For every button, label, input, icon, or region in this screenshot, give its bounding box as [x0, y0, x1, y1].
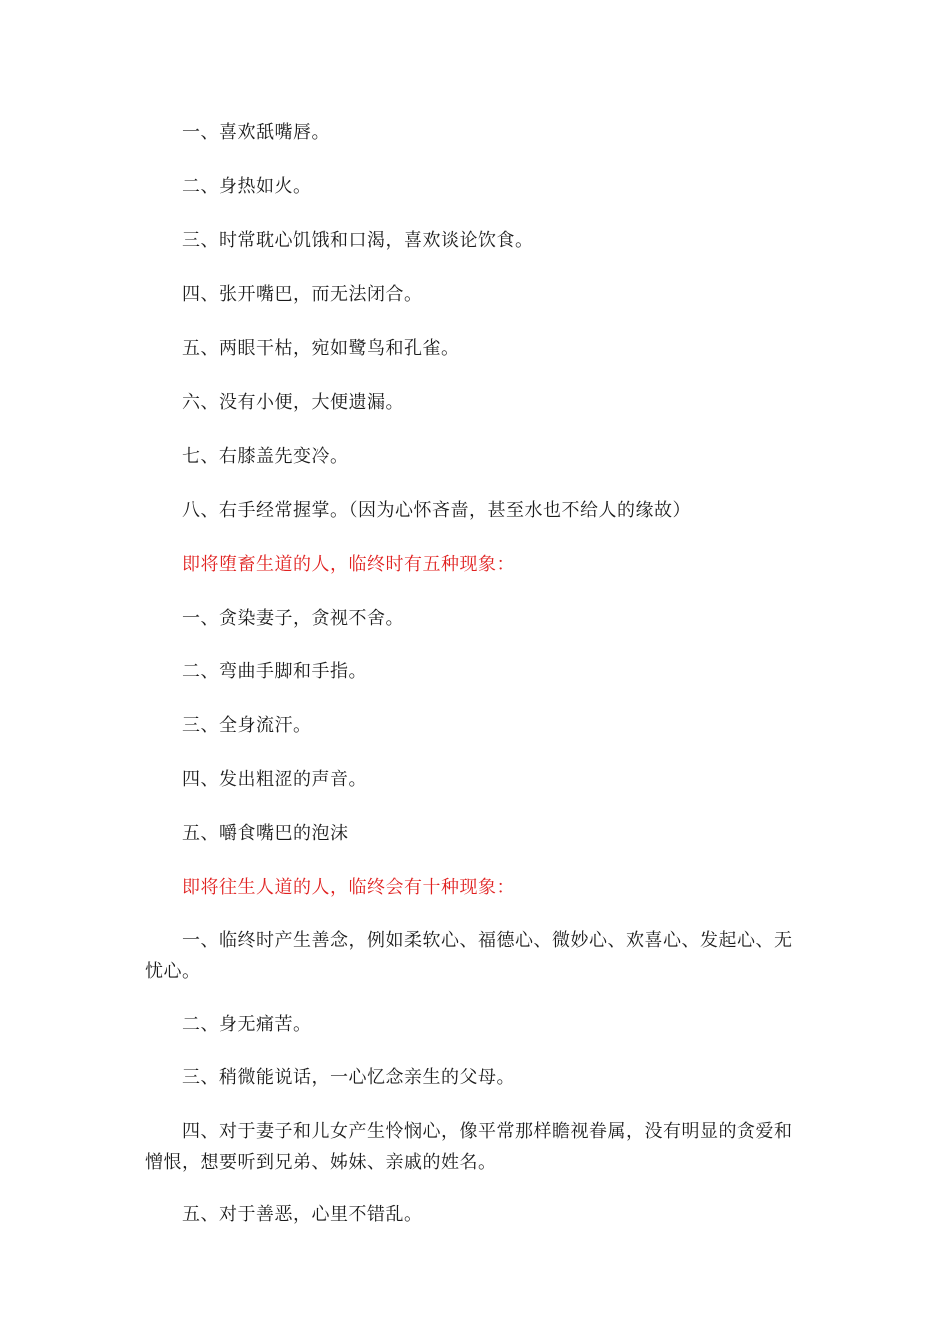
list-item: 一、临终时产生善念，例如柔软心、福德心、微妙心、欢喜心、发起心、无忧心。 [145, 930, 793, 982]
list-item: 一、贪染妻子，贪视不舍。 [182, 608, 404, 629]
list-item: 三、时常耽心饥饿和口渴，喜欢谈论饮食。 [182, 230, 534, 251]
list-item: 二、弯曲手脚和手指。 [182, 661, 367, 682]
list-item: 二、身无痛苦。 [182, 1014, 312, 1035]
list-item: 五、对于善恶，心里不错乱。 [182, 1204, 423, 1225]
list-item: 二、身热如火。 [182, 176, 312, 197]
list-item: 五、两眼干枯，宛如鹭鸟和孔雀。 [182, 338, 460, 359]
list-item: 三、全身流汗。 [182, 715, 312, 736]
section-heading-animal-realm: 即将堕畜生道的人，临终时有五种现象： [182, 554, 515, 575]
list-item: 三、稍微能说话，一心忆念亲生的父母。 [182, 1067, 515, 1088]
list-item: 四、发出粗涩的声音。 [182, 769, 367, 790]
list-item: 七、右膝盖先变冷。 [182, 446, 349, 467]
list-item: 四、对于妻子和儿女产生怜悯心，像平常那样瞻视眷属，没有明显的贪爱和憎恨，想要听到兄弟、姊妹、亲戚的姓名。 [145, 1121, 793, 1173]
list-item: 六、没有小便，大便遗漏。 [182, 392, 404, 413]
list-item: 五、嚼食嘴巴的泡沫 [182, 823, 349, 844]
section-heading-human-realm: 即将往生人道的人，临终会有十种现象： [182, 877, 515, 898]
list-item: 一、喜欢舐嘴唇。 [182, 122, 330, 143]
list-item: 八、右手经常握掌。（因为心怀吝啬，甚至水也不给人的缘故） [182, 500, 691, 521]
list-item: 四、张开嘴巴，而无法闭合。 [182, 284, 423, 305]
